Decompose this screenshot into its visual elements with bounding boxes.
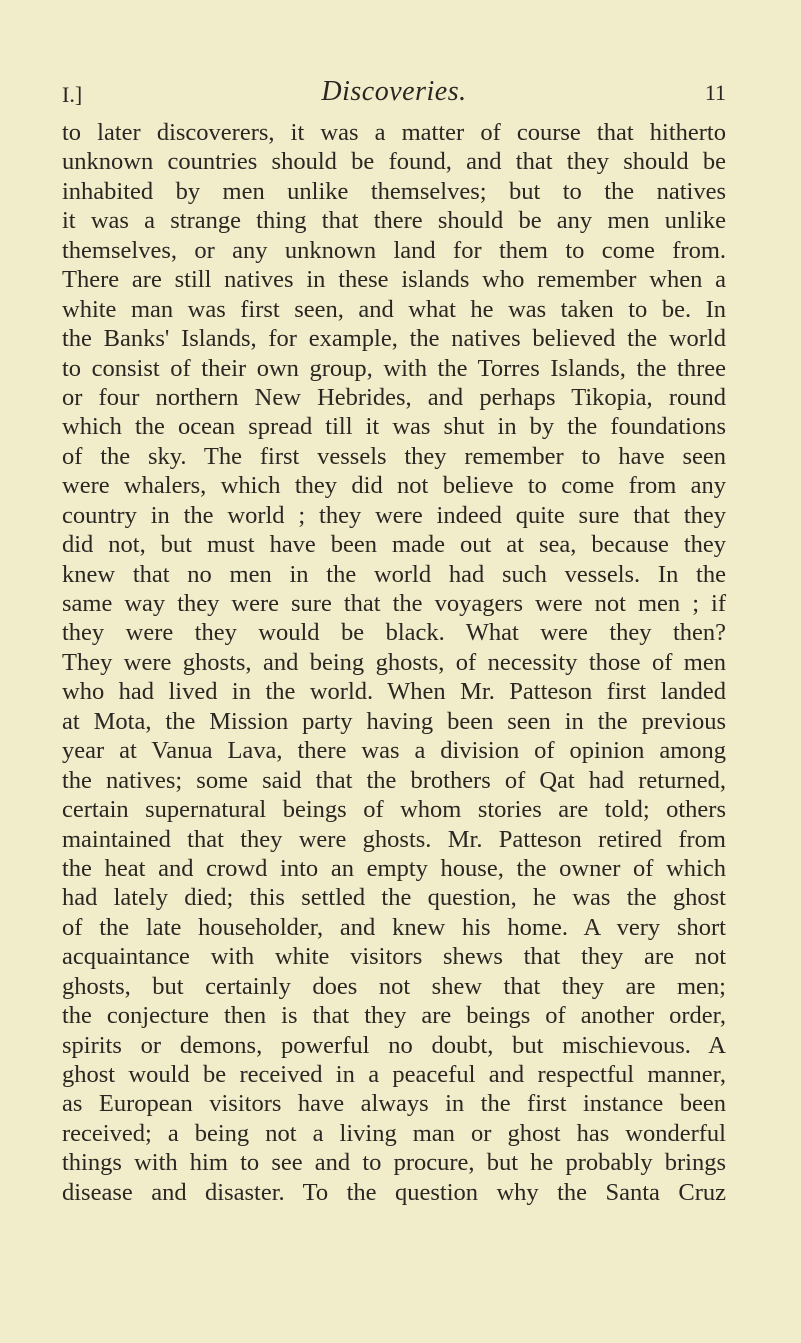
text-line: to later discoverers, it was a matter of course that hitherto [62,119,726,146]
text-line: They were ghosts, and being ghosts, of necessity those of men [62,648,726,676]
text-line: it was a strange thing that there should be any men unlike [62,207,726,235]
text-line: the Banks' Islands, for example, the natives believed the world [62,325,726,353]
text-line: ghosts, but certainly does not shew that they are men; [62,972,726,1000]
text-line: disease and disaster. To the question why the Santa Cruz [62,1178,726,1206]
text-line: the heat and crowd into an empty house, the owner of which [62,854,726,882]
text-line: were whalers, which they did not believe to come from any [62,472,726,500]
text-line: the conjecture then is that they are beings of another order, [62,1002,726,1030]
text-line: of the sky. The first vessels they remember to have seen [62,442,726,470]
text-line: same way they were sure that the voyagers were not men ; if [62,590,726,617]
chapter-mark: I.] [62,82,83,107]
text-line: as European visitors have always in the first instance been [62,1090,726,1118]
text-line: ghost would be received in a peaceful and respectful manner, [62,1061,726,1088]
text-line: who had lived in the world. When Mr. Patteson first landed [62,678,726,706]
text-line: they were they would be black. What were they then? [62,619,726,647]
text-line: certain supernatural beings of whom stories are told; others [62,796,726,824]
text-line: white man was first seen, and what he was taken to be. In [62,295,726,323]
text-line: There are still natives in these islands who remember when a [62,266,726,294]
text-line: received; a being not a living man or ghost has wonderful [62,1119,726,1147]
text-line: which the ocean spread till it was shut in by the foundations [62,413,726,441]
running-title: Discoveries. [321,76,467,107]
text-line: unknown countries should be found, and that they should be [62,148,726,176]
text-line: of the late householder, and knew his home. A very short [62,913,726,941]
text-line: the natives; some said that the brothers of Qat had returned, [62,766,726,794]
text-line: had lately died; this settled the question, he was the ghost [62,884,726,912]
text-line: country in the world ; they were indeed quite sure that they [62,501,726,529]
text-line: did not, but must have been made out at sea, because they [62,531,726,559]
text-line: year at Vanua Lava, there was a division of opinion among [62,737,726,765]
text-line: or four northern New Hebrides, and perhaps Tikopia, round [62,383,726,411]
text-line: acquaintance with white visitors shews that they are not [62,943,726,971]
text-line: knew that no men in the world had such vessels. In the [62,560,726,588]
page-header [62,76,726,116]
text-line: inhabited by men unlike themselves; but to the natives [62,177,726,205]
text-line: themselves, or any unknown land for them to come from. [62,236,726,264]
page-number: 11 [704,80,726,105]
text-line: spirits or demons, powerful no doubt, but mischievous. A [62,1031,726,1059]
text-line: to consist of their own group, with the Torres Islands, the three [62,354,726,382]
body-text [62,118,726,1207]
text-line: things with him to see and to procure, but he probably brings [62,1149,726,1177]
text-line: maintained that they were ghosts. Mr. Patteson retired from [62,825,726,853]
text-line: at Mota, the Mission party having been seen in the previous [62,707,726,735]
